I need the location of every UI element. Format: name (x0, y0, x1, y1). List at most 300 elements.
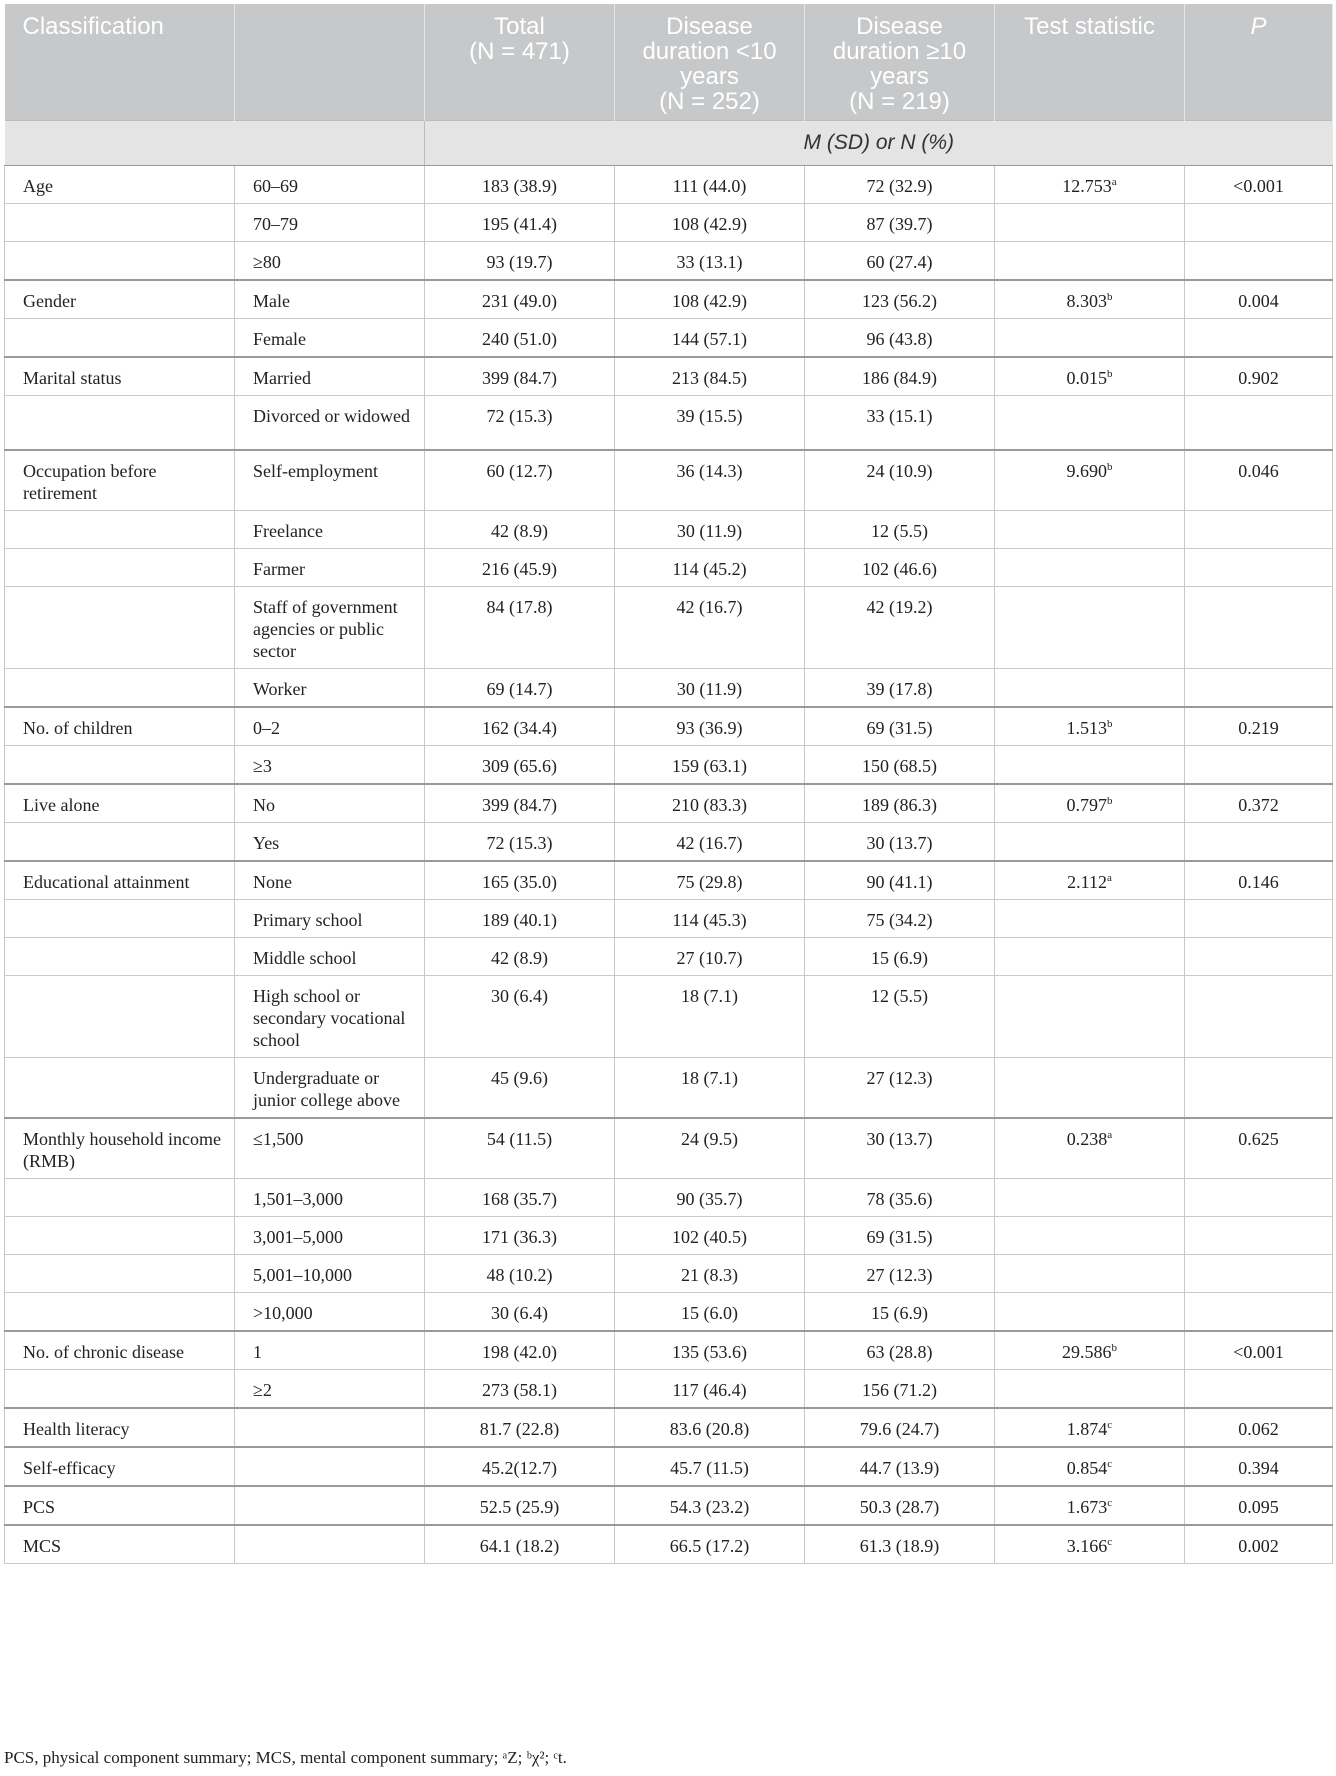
row-total (425, 668, 615, 707)
row-test-statistic-text: 9.690 (1066, 460, 1107, 481)
row-duration-lt10 (615, 166, 805, 204)
row-total-text: 399 (84.7) (482, 368, 557, 388)
table-body (5, 166, 1333, 1564)
row-classification (5, 1525, 235, 1564)
row-total (425, 510, 615, 548)
row-total (425, 1408, 615, 1447)
row-total (425, 242, 615, 281)
row-duration-ge10-text: 24 (10.9) (866, 460, 933, 481)
row-p-value (1185, 1369, 1333, 1408)
row-duration-ge10 (805, 1369, 995, 1408)
row-subcategory (235, 707, 425, 746)
row-p-value (1185, 1331, 1333, 1370)
row-duration-ge10 (805, 1486, 995, 1525)
row-duration-lt10 (615, 1057, 805, 1118)
table-row (5, 1525, 1333, 1564)
row-p-value (1185, 1057, 1333, 1118)
row-classification (5, 784, 235, 823)
row-classification (5, 1331, 235, 1370)
row-total (425, 1118, 615, 1179)
row-p-value (1185, 1254, 1333, 1292)
row-classification-text: Gender (23, 291, 76, 311)
table-row (5, 899, 1333, 937)
row-p-value-text: 0.625 (1238, 1128, 1279, 1149)
row-test-statistic-text: 1.874 (1066, 1418, 1108, 1439)
row-duration-lt10 (615, 319, 805, 358)
row-subcategory (235, 586, 425, 668)
header-total-line2: (N = 471) (469, 38, 570, 65)
row-subcategory (235, 1254, 425, 1292)
row-total-text: 216 (45.9) (482, 558, 557, 579)
row-total (425, 396, 615, 450)
row-test-statistic-text: 8.303 (1066, 291, 1107, 311)
row-classification (5, 1292, 235, 1331)
row-duration-ge10 (805, 1178, 995, 1216)
row-classification (5, 937, 235, 975)
row-subcategory-text: Married (253, 368, 311, 388)
header-lt10-line2: duration <10 (642, 38, 777, 65)
row-duration-lt10-text: 21 (8.3) (681, 1264, 738, 1285)
row-duration-ge10 (805, 745, 995, 784)
row-classification (5, 1447, 235, 1486)
row-total (425, 1216, 615, 1254)
row-p-value (1185, 166, 1333, 204)
table-row (5, 586, 1333, 668)
header-lt10-line1: Disease (666, 13, 753, 40)
row-classification (5, 166, 235, 204)
row-total-text: 30 (6.4) (491, 1302, 548, 1323)
row-duration-lt10-text: 117 (46.4) (672, 1379, 747, 1400)
row-total (425, 204, 615, 242)
table-row (5, 707, 1333, 746)
test-statistic-footnote-marker: c (1107, 1418, 1113, 1431)
table-row (5, 242, 1333, 281)
row-duration-lt10-text: 210 (83.3) (672, 794, 747, 815)
table-row (5, 784, 1333, 823)
table-row (5, 548, 1333, 586)
table-row (5, 1292, 1333, 1331)
row-total (425, 861, 615, 900)
row-total (425, 166, 615, 204)
row-p-value-text: 0.062 (1238, 1418, 1279, 1439)
row-duration-lt10-text: 144 (57.1) (672, 329, 747, 349)
row-duration-ge10 (805, 1525, 995, 1564)
row-subcategory-text: 5,001–10,000 (253, 1264, 352, 1285)
row-classification-text: No. of chronic disease (23, 1341, 184, 1362)
row-duration-lt10 (615, 899, 805, 937)
row-test-statistic (995, 822, 1185, 861)
row-duration-ge10 (805, 357, 995, 396)
row-classification (5, 204, 235, 242)
row-duration-lt10-text: 15 (6.0) (681, 1302, 738, 1323)
row-p-value (1185, 1118, 1333, 1179)
row-subcategory-text: Male (253, 291, 290, 311)
row-total (425, 899, 615, 937)
row-duration-lt10 (615, 1216, 805, 1254)
row-subcategory (235, 1216, 425, 1254)
row-duration-ge10 (805, 784, 995, 823)
row-subcategory-text: None (253, 871, 292, 892)
row-total-text: 165 (35.0) (482, 871, 557, 892)
row-duration-lt10-text: 114 (45.2) (672, 558, 747, 579)
row-duration-lt10 (615, 1178, 805, 1216)
row-p-value-text: 0.146 (1238, 871, 1279, 892)
row-p-value (1185, 1525, 1333, 1564)
row-test-statistic-text: 1.673 (1066, 1496, 1108, 1517)
row-duration-lt10-text: 135 (53.6) (672, 1341, 747, 1362)
row-duration-lt10-text: 30 (11.9) (676, 678, 743, 699)
row-duration-lt10 (615, 242, 805, 281)
row-subcategory-text: Female (253, 329, 306, 349)
row-duration-lt10-text: 24 (9.5) (681, 1128, 738, 1149)
row-p-value (1185, 204, 1333, 242)
row-classification (5, 745, 235, 784)
row-duration-ge10-text: 50.3 (28.7) (859, 1496, 940, 1517)
row-test-statistic-text: 0.238 (1066, 1128, 1108, 1149)
row-subcategory-text: ≥80 (253, 252, 281, 272)
row-p-value (1185, 1486, 1333, 1525)
row-classification (5, 1254, 235, 1292)
row-subcategory-text: Worker (253, 678, 307, 699)
row-test-statistic (995, 784, 1185, 823)
row-total (425, 784, 615, 823)
row-classification (5, 1486, 235, 1525)
row-duration-lt10-text: 18 (7.1) (681, 1067, 738, 1088)
header-total-line1: Total (494, 13, 545, 40)
row-subcategory (235, 242, 425, 281)
row-p-value (1185, 280, 1333, 319)
row-subcategory-text: Farmer (253, 558, 305, 579)
row-duration-lt10 (615, 822, 805, 861)
row-classification (5, 861, 235, 900)
row-total (425, 1447, 615, 1486)
table-row (5, 822, 1333, 861)
row-duration-ge10-text: 30 (13.7) (866, 1128, 933, 1149)
row-total-text: 168 (35.7) (482, 1188, 557, 1209)
row-subcategory (235, 1057, 425, 1118)
row-classification (5, 242, 235, 281)
row-duration-lt10 (615, 1486, 805, 1525)
row-test-statistic-text: 3.166 (1066, 1535, 1108, 1556)
subheader-blank (5, 121, 425, 166)
row-total-text: 84 (17.8) (486, 596, 553, 617)
row-total (425, 1331, 615, 1370)
table-row (5, 166, 1333, 204)
row-duration-ge10-text: 44.7 (13.9) (859, 1457, 940, 1478)
row-total-text: 171 (36.3) (482, 1226, 557, 1247)
row-total-text: 240 (51.0) (482, 329, 557, 349)
row-subcategory-text: 0–2 (253, 717, 280, 738)
row-classification-text: No. of children (23, 717, 133, 738)
row-test-statistic-text: 2.112 (1067, 871, 1107, 892)
row-duration-lt10-text: 27 (10.7) (676, 947, 743, 968)
row-duration-lt10-text: 93 (36.9) (676, 717, 743, 738)
row-subcategory-text: 70–79 (253, 214, 298, 234)
row-duration-lt10-text: 42 (16.7) (676, 832, 743, 853)
row-duration-ge10-text: 27 (12.3) (866, 1264, 933, 1285)
row-test-statistic (995, 861, 1185, 900)
table-row (5, 357, 1333, 396)
table-row (5, 1178, 1333, 1216)
row-classification (5, 1216, 235, 1254)
row-classification (5, 1057, 235, 1118)
table-row (5, 204, 1333, 242)
header-lt10-line3: years (680, 63, 739, 90)
row-p-value (1185, 357, 1333, 396)
row-duration-lt10-text: 83.6 (20.8) (669, 1418, 750, 1439)
row-duration-ge10 (805, 937, 995, 975)
row-test-statistic (995, 204, 1185, 242)
row-subcategory (235, 745, 425, 784)
row-duration-ge10 (805, 548, 995, 586)
row-subcategory (235, 166, 425, 204)
row-classification (5, 319, 235, 358)
test-statistic-footnote-marker: b (1107, 368, 1113, 380)
row-duration-ge10 (805, 586, 995, 668)
row-total-text: 52.5 (25.9) (479, 1496, 560, 1517)
row-total-text: 69 (14.7) (486, 678, 553, 699)
row-duration-ge10-text: 186 (84.9) (862, 368, 937, 388)
row-p-value (1185, 548, 1333, 586)
row-p-value (1185, 745, 1333, 784)
row-duration-lt10 (615, 975, 805, 1057)
row-total (425, 707, 615, 746)
row-subcategory-text: Freelance (253, 520, 323, 541)
row-subcategory (235, 899, 425, 937)
row-total-text: 81.7 (22.8) (479, 1418, 560, 1439)
row-duration-lt10-text: 33 (13.1) (676, 252, 743, 272)
row-duration-ge10 (805, 450, 995, 511)
row-duration-ge10 (805, 822, 995, 861)
row-duration-ge10 (805, 1408, 995, 1447)
row-duration-ge10-text: 61.3 (18.9) (859, 1535, 940, 1556)
demographics-table (4, 4, 1333, 1564)
row-duration-lt10-text: 39 (15.5) (676, 406, 743, 426)
row-duration-ge10-text: 27 (12.3) (866, 1067, 933, 1088)
row-test-statistic (995, 1331, 1185, 1370)
row-classification (5, 548, 235, 586)
row-p-value (1185, 937, 1333, 975)
row-test-statistic (995, 975, 1185, 1057)
row-total (425, 1292, 615, 1331)
row-duration-lt10 (615, 937, 805, 975)
row-classification (5, 280, 235, 319)
row-duration-ge10-text: 12 (5.5) (871, 520, 928, 541)
row-test-statistic (995, 668, 1185, 707)
table-row (5, 861, 1333, 900)
row-duration-ge10-text: 90 (41.1) (866, 871, 933, 892)
row-p-value (1185, 899, 1333, 937)
row-p-value-text: 0.902 (1238, 368, 1279, 388)
row-duration-lt10 (615, 861, 805, 900)
row-test-statistic (995, 745, 1185, 784)
row-test-statistic (995, 1525, 1185, 1564)
row-subcategory-text: Undergraduate or junior college above (253, 1067, 400, 1110)
row-duration-ge10 (805, 1292, 995, 1331)
row-classification (5, 450, 235, 511)
row-duration-ge10 (805, 1331, 995, 1370)
test-statistic-footnote-marker: a (1107, 1128, 1113, 1141)
row-total-text: 231 (49.0) (482, 291, 557, 311)
row-subcategory-text: Yes (253, 832, 280, 853)
table-row (5, 1369, 1333, 1408)
row-duration-ge10-text: 15 (6.9) (871, 947, 928, 968)
row-classification-text: MCS (23, 1535, 62, 1556)
row-subcategory-text: Divorced or widowed (253, 406, 410, 426)
row-total-text: 309 (65.6) (482, 755, 557, 776)
row-duration-lt10 (615, 1447, 805, 1486)
row-total (425, 822, 615, 861)
row-p-value-text: <0.001 (1233, 1341, 1284, 1362)
row-duration-lt10-text: 66.5 (17.2) (669, 1535, 750, 1556)
row-test-statistic (995, 1057, 1185, 1118)
row-duration-lt10 (615, 1118, 805, 1179)
header-lt10-line4: (N = 252) (659, 88, 760, 115)
test-statistic-footnote-marker: b (1111, 1341, 1117, 1354)
row-duration-lt10 (615, 280, 805, 319)
row-total-text: 195 (41.4) (482, 214, 557, 234)
row-duration-ge10-text: 87 (39.7) (866, 214, 933, 234)
row-classification (5, 975, 235, 1057)
row-duration-lt10-text: 159 (63.1) (672, 755, 747, 776)
row-subcategory-text: 3,001–5,000 (253, 1226, 343, 1247)
row-total (425, 450, 615, 511)
row-subcategory-text: 60–69 (253, 176, 298, 196)
row-test-statistic-text: 0.015 (1066, 368, 1107, 388)
header-blank (235, 4, 425, 121)
row-subcategory (235, 204, 425, 242)
row-p-value (1185, 586, 1333, 668)
table-row (5, 319, 1333, 358)
row-duration-lt10 (615, 707, 805, 746)
table-row (5, 510, 1333, 548)
header-p: P (1185, 4, 1333, 121)
test-statistic-footnote-marker: b (1107, 717, 1113, 730)
row-classification (5, 357, 235, 396)
row-p-value (1185, 1408, 1333, 1447)
row-duration-ge10-text: 69 (31.5) (866, 717, 933, 738)
row-duration-ge10 (805, 204, 995, 242)
row-duration-lt10 (615, 396, 805, 450)
row-total-text: 42 (8.9) (491, 520, 548, 541)
row-test-statistic-text: 1.513 (1066, 717, 1107, 738)
row-duration-ge10 (805, 1216, 995, 1254)
row-duration-lt10 (615, 450, 805, 511)
row-total (425, 1178, 615, 1216)
row-test-statistic (995, 396, 1185, 450)
table-row (5, 1057, 1333, 1118)
header-test-statistic: Test statistic (995, 4, 1185, 121)
row-test-statistic (995, 510, 1185, 548)
row-subcategory (235, 937, 425, 975)
row-duration-ge10-text: 30 (13.7) (866, 832, 933, 853)
row-p-value-text: 0.394 (1238, 1457, 1279, 1478)
row-duration-lt10-text: 114 (45.3) (672, 909, 747, 930)
row-test-statistic (995, 586, 1185, 668)
table-row (5, 1408, 1333, 1447)
row-p-value (1185, 1447, 1333, 1486)
row-subcategory-text: High school or secondary vocational school (253, 985, 406, 1050)
row-duration-ge10 (805, 166, 995, 204)
table-row (5, 280, 1333, 319)
row-duration-ge10 (805, 668, 995, 707)
row-classification (5, 510, 235, 548)
row-duration-ge10 (805, 1057, 995, 1118)
row-duration-ge10-text: 123 (56.2) (862, 291, 937, 311)
row-subcategory (235, 784, 425, 823)
row-duration-lt10-text: 36 (14.3) (676, 460, 743, 481)
row-duration-lt10 (615, 1369, 805, 1408)
row-total (425, 1254, 615, 1292)
row-test-statistic (995, 937, 1185, 975)
row-subcategory (235, 1331, 425, 1370)
row-classification-text: PCS (23, 1496, 56, 1517)
row-duration-ge10-text: 42 (19.2) (866, 596, 933, 617)
row-test-statistic-text: 12.753 (1062, 176, 1112, 196)
row-test-statistic (995, 166, 1185, 204)
row-p-value (1185, 1216, 1333, 1254)
row-p-value-text: 0.004 (1238, 291, 1279, 311)
row-duration-lt10 (615, 1292, 805, 1331)
row-p-value (1185, 319, 1333, 358)
row-duration-ge10 (805, 707, 995, 746)
row-duration-ge10 (805, 899, 995, 937)
row-test-statistic (995, 1216, 1185, 1254)
table-row (5, 396, 1333, 450)
row-test-statistic (995, 1369, 1185, 1408)
row-subcategory (235, 1178, 425, 1216)
row-total-text: 45.2(12.7) (482, 1457, 557, 1478)
row-total (425, 586, 615, 668)
row-subcategory-text: 1,501–3,000 (253, 1188, 343, 1209)
row-classification (5, 668, 235, 707)
row-classification-text: Live alone (23, 794, 100, 815)
row-total (425, 319, 615, 358)
row-duration-lt10 (615, 784, 805, 823)
table-container (4, 4, 1332, 1564)
header-ge10-line4: (N = 219) (849, 88, 950, 115)
test-statistic-footnote-marker: b (1107, 794, 1113, 807)
row-duration-lt10-text: 108 (42.9) (672, 291, 747, 311)
row-classification-text: Occupation before retirement (23, 460, 157, 503)
row-duration-lt10-text: 54.3 (23.2) (669, 1496, 750, 1517)
row-p-value (1185, 861, 1333, 900)
row-duration-ge10-text: 12 (5.5) (871, 985, 928, 1006)
row-duration-lt10 (615, 1525, 805, 1564)
row-duration-lt10-text: 75 (29.8) (676, 871, 743, 892)
row-total-text: 399 (84.7) (482, 794, 557, 815)
row-subcategory-text: ≥3 (253, 755, 272, 776)
row-test-statistic (995, 357, 1185, 396)
row-subcategory (235, 319, 425, 358)
row-p-value (1185, 510, 1333, 548)
row-classification (5, 1118, 235, 1179)
row-test-statistic (995, 319, 1185, 358)
row-total (425, 975, 615, 1057)
row-duration-lt10 (615, 586, 805, 668)
row-subcategory (235, 1525, 425, 1564)
row-p-value (1185, 450, 1333, 511)
row-classification (5, 1369, 235, 1408)
test-statistic-footnote-marker: b (1107, 460, 1113, 473)
row-test-statistic (995, 280, 1185, 319)
row-total (425, 357, 615, 396)
row-test-statistic (995, 548, 1185, 586)
row-test-statistic (995, 1292, 1185, 1331)
row-total-text: 93 (19.7) (486, 252, 553, 272)
row-test-statistic (995, 1118, 1185, 1179)
row-p-value (1185, 242, 1333, 281)
